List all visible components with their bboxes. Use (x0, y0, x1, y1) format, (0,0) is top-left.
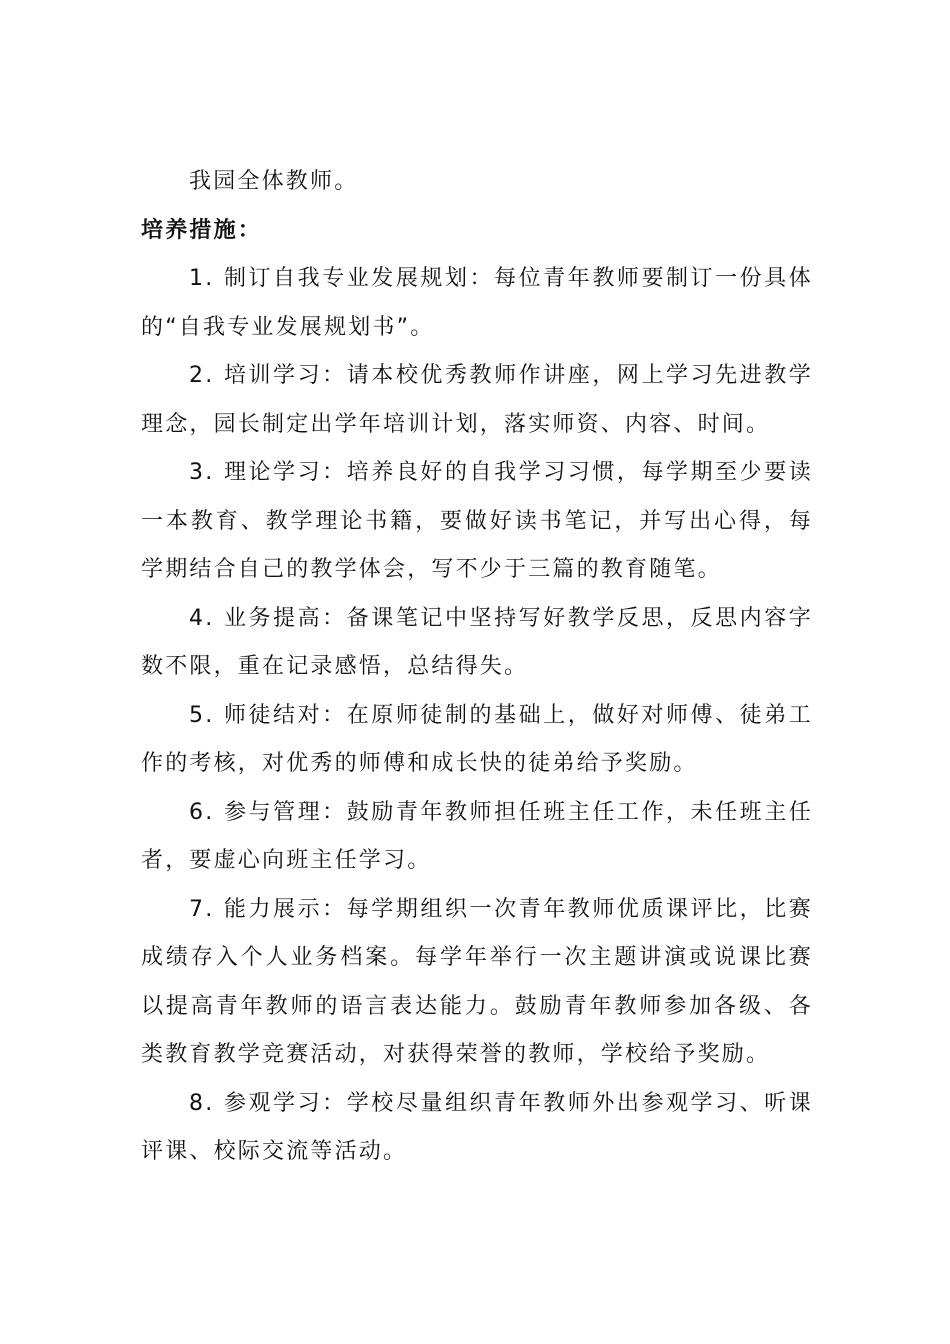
measure-item-5: 5. 师徒结对：在原师徒制的基础上，做好对师傅、徒弟工作的考核，对优秀的师傅和成长快的徒弟给予奖励。 (141, 702, 813, 776)
intro-text: 我园全体教师。 (189, 169, 359, 194)
measure-item-4: 4. 业务提高：备课笔记中坚持写好教学反思，反思内容字数不限，重在记录感悟，总结得失。 (141, 605, 813, 679)
measure-item-8: 8. 参观学习：学校尽量组织青年教师外出参观学习、听课评课、校际交流等活动。 (141, 1090, 813, 1164)
measure-item-6: 6. 参与管理：鼓励青年教师担任班主任工作，未任班主任者，要虚心向班主任学习。 (141, 799, 813, 873)
measure-item-3: 3. 理论学习：培养良好的自我学习习惯，每学期至少要读一本教育、教学理论书籍，要做好读书笔记，并写出心得，每学期结合自己的教学体会，写不少于三篇的教育随笔。 (141, 460, 813, 582)
section-heading: 培养措施： (141, 217, 263, 243)
measure-item-7: 7. 能力展示：每学期组织一次青年教师优质课评比，比赛成绩存入个人业务档案。每学年举行一次主题讲演或说课比赛以提高青年教师的语言表达能力。鼓励青年教师参加各级、各类教育教学竞赛活动，对获得荣誉的教师，学校给予奖励。 (141, 896, 813, 1067)
document-page (141, 158, 813, 1177)
measure-item-1: 1. 制订自我专业发展规划：每位青年教师要制订一份具体的“自我专业发展规划书”。 (141, 266, 813, 340)
measure-item-2: 2. 培训学习：请本校优秀教师作讲座，网上学习先进教学理念，园长制定出学年培训计划，落实师资、内容、时间。 (141, 363, 813, 437)
